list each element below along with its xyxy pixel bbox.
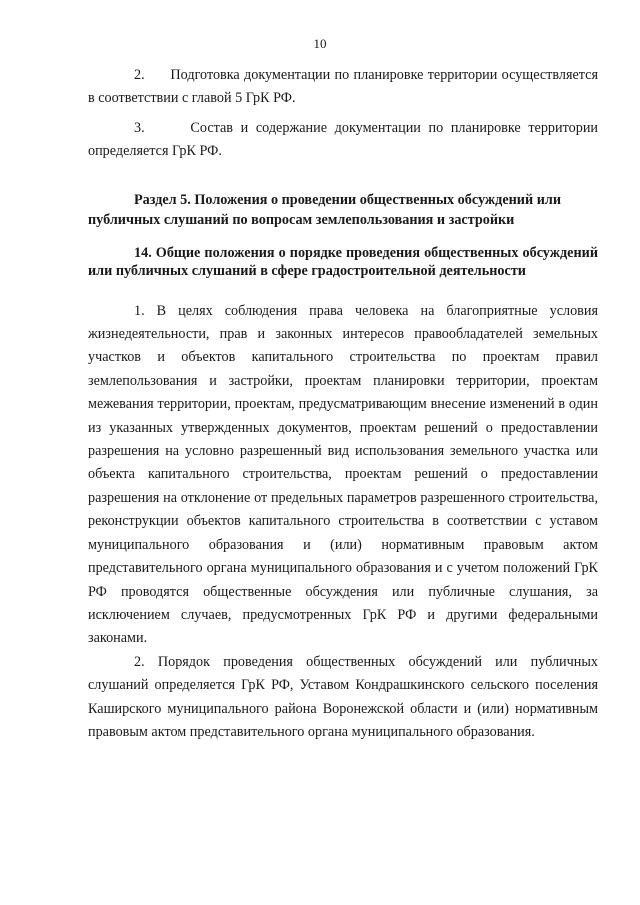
item-3: 3. Состав и содержание документации по планировке территории определяется ГрК РФ. — [88, 119, 598, 160]
article-title: 14. Общие положения о порядке проведения общественных обсуждений или публичных слушаний в сфере градостроительной деятельности — [88, 244, 598, 279]
page-number: 10 — [313, 36, 327, 51]
section-title: Раздел 5. Положения о проведении общественных обсуждений или публичных слушаний по вопросам землепользования и застройки — [88, 191, 562, 228]
paragraph-1: 1. В целях соблюдения права человека на благоприятные условия жизнедеятельности, прав и законных интересов правообладателей земельных участков и объектов капитального строительства по проектам правил землепользования и застройки, проектам планировки территории, проектам межевания территории, проектам, предусматривающим внесение изменений в один из указанных утвержденных документов, проектам решений о предоставлении разрешения на условно разрешенный вид использования земельного участка или объекта капитального строительства, проектам решений о предоставлении разрешения на отклонение от предельных параметров разрешенного строительства, реконструкции объектов капитального строительства в соответствии с уставом муниципального образования и (или) нормативным правовым актом представительного органа муниципального образования и с учетом положений ГрК РФ проводятся общественные обсуждения или публичные слушания, за исключением случаев, предусмотренных ГрК РФ и другими федеральными законами. — [88, 302, 598, 647]
paragraph-2: 2. Порядок проведения общественных обсуждений или публичных слушаний определяется ГрК РФ, Уставом Кондрашкинского сельского поселения Каширского муниципального района Воронежской области и (или) нормативным правовым актом представительного органа муниципального образования. — [88, 653, 598, 740]
item-2: 2. Подготовка документации по планировке территории осуществляется в соответствии с главой 5 ГрК РФ. — [88, 67, 598, 107]
document-body — [88, 64, 598, 744]
